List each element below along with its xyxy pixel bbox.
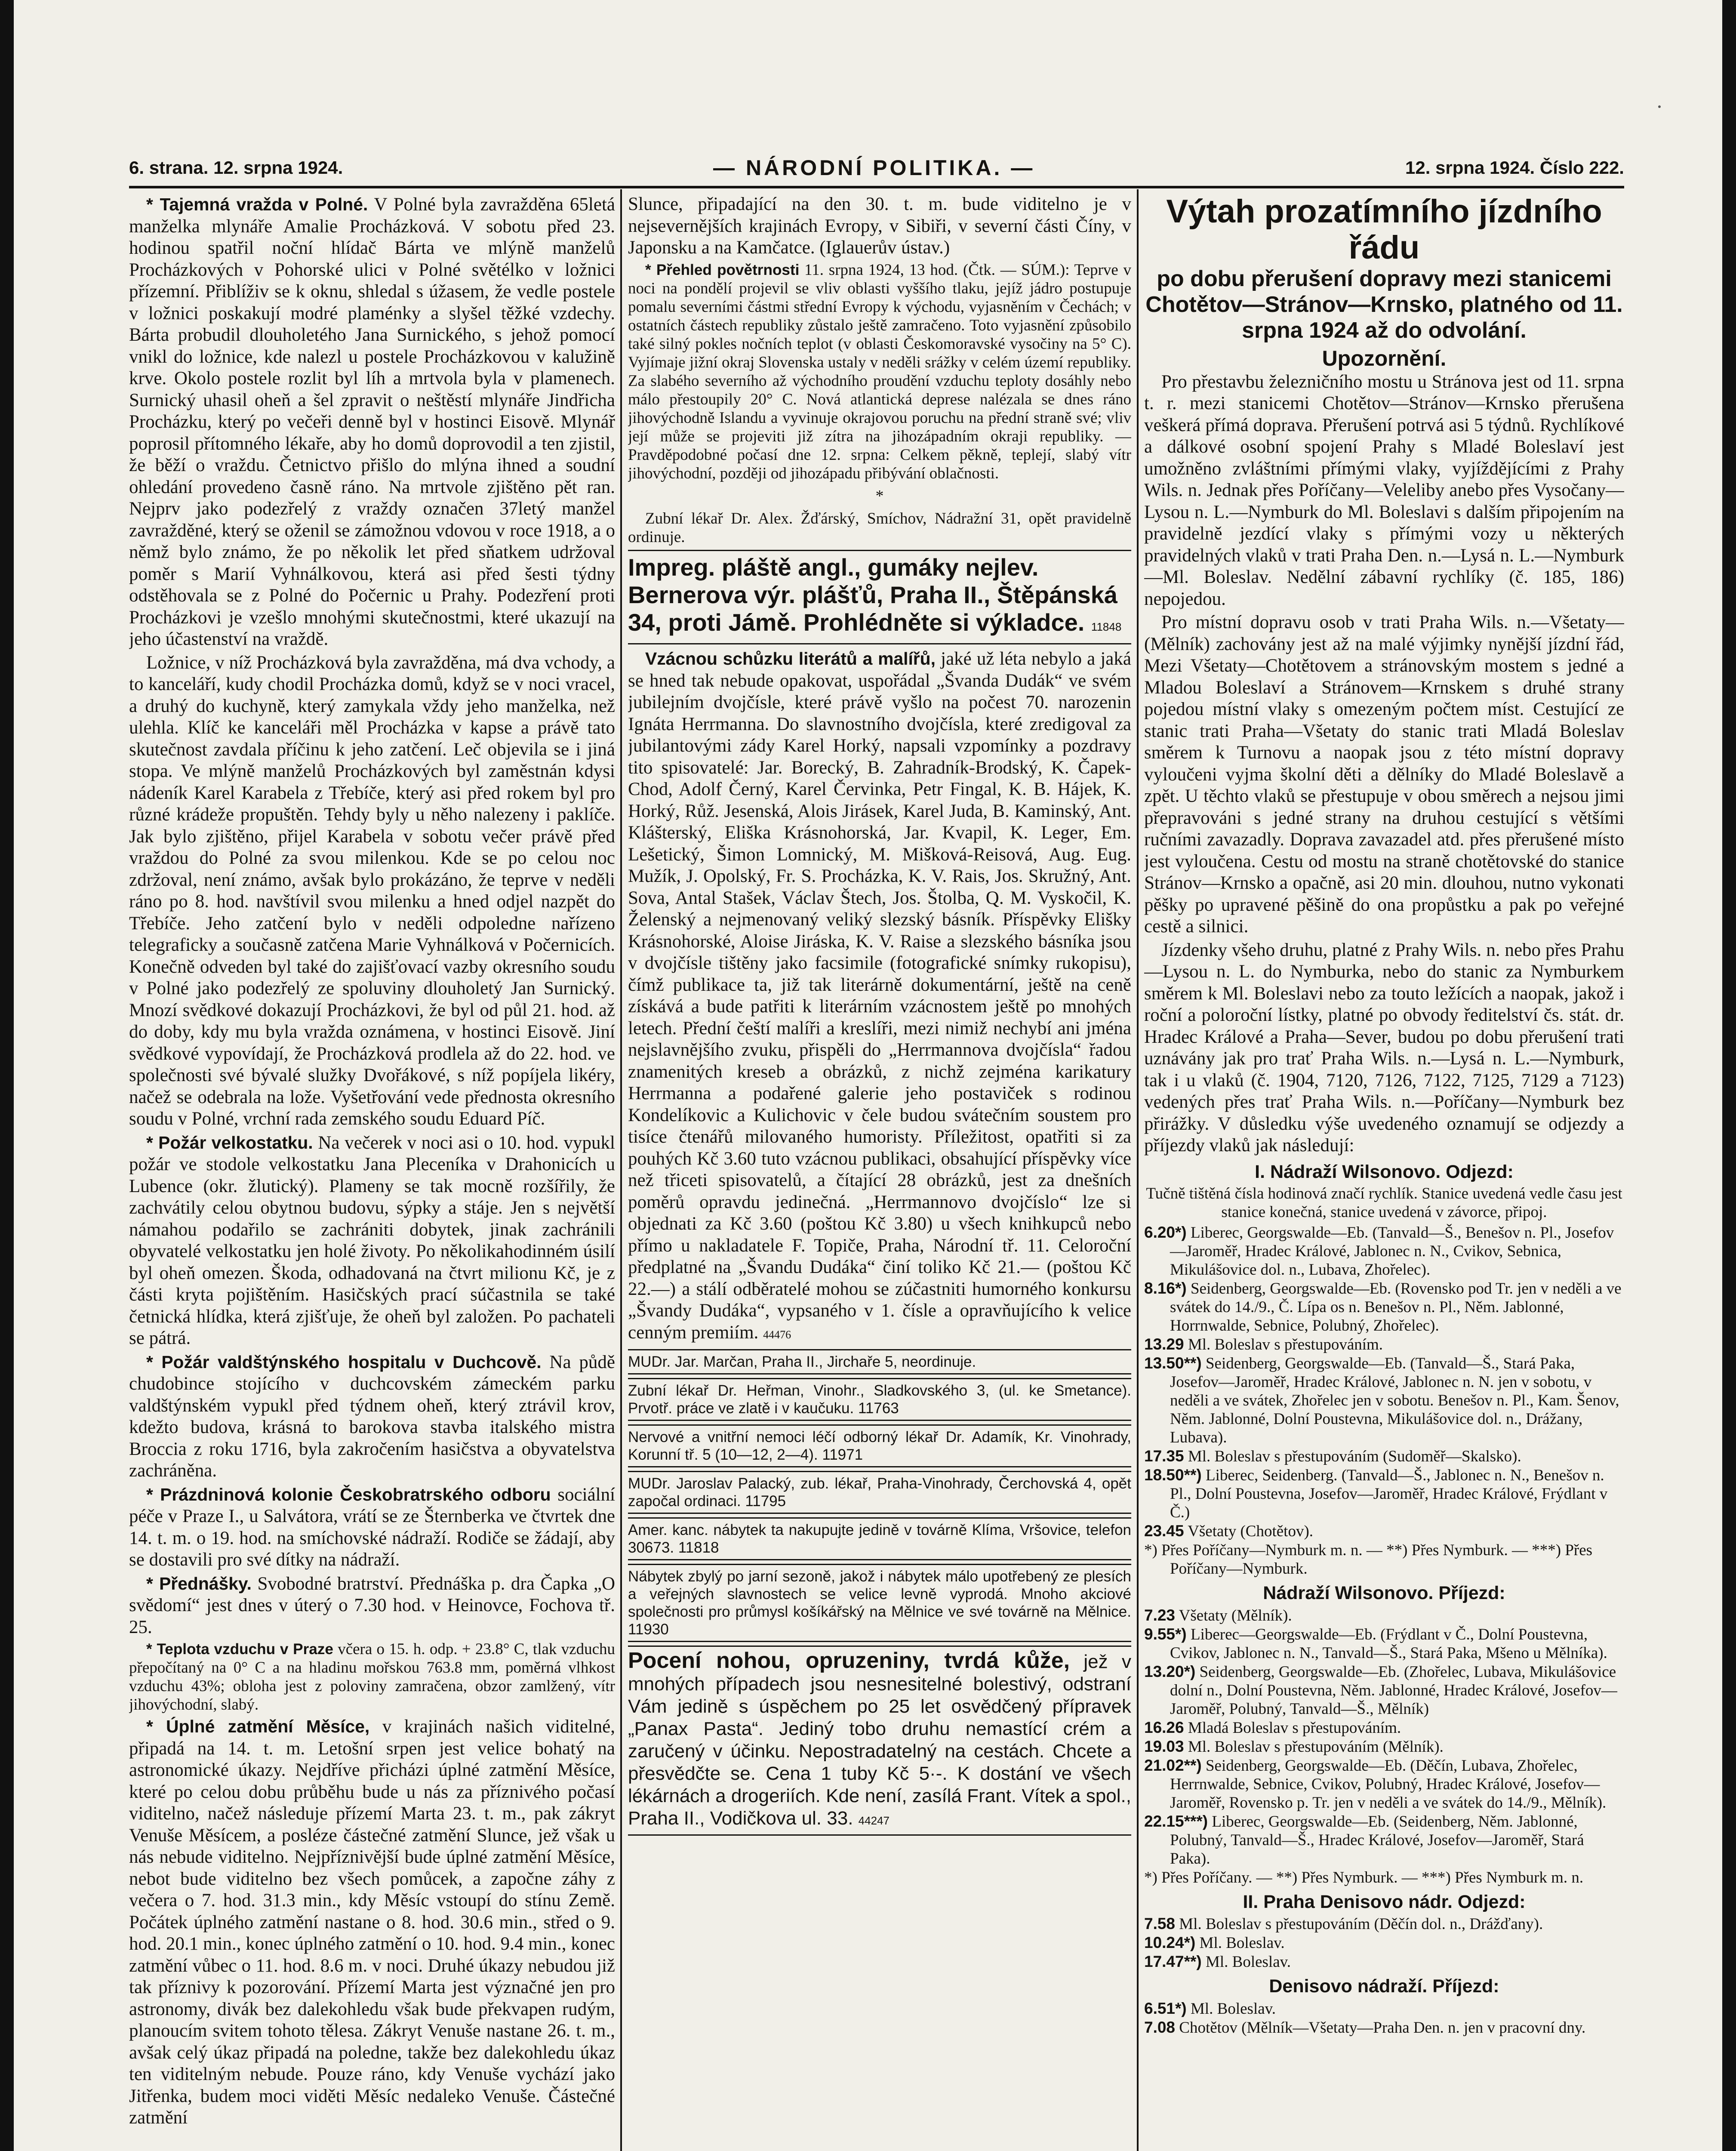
section-wilson-note: Tučně tištěná čísla hodinová značí rychlík. Stanice uvedená vedle času jest stanice konečná, stanice uvedená v závorce, připoj.	[1146, 1185, 1622, 1221]
section-wilson-departures: I. Nádraží Wilsonovo. Odjezd:	[1255, 1161, 1514, 1182]
separator-star: *	[875, 487, 884, 505]
denis-arrivals-list	[1144, 1999, 1624, 2037]
notice-paragraph-3: Jízdenky všeho druhu, platné z Prahy Wils. n. nebo přes Prahu—Lysou n. L. do Nymburka, nebo do stanic za Nymburkem směrem k Ml. Boleslavi nebo za touto ležících a naopak, jakož i roční a poloroční lístky, platné po obvody ředitelství čs. stát. dr. Hradec Králové a Praha—Sever, budou po dobu přerušení trati uznávány jak pro trať Praha Wils. n.—Lysá n. L.—Nymburk, tak i u vlaků (č. 1904, 7120, 7126, 7122, 7125, 7129 a 7123) vedených přes trať Praha Wils. n.—Poříčany—Nymburk bez přirážky. V důsledku výše uvedeného oznamují se odjezdy a příjezdy vlaků jak následují:	[1144, 940, 1624, 1156]
schedule-row: 7.58 Ml. Boleslav s přestupováním (Děčín dol. n., Drážďany).	[1144, 1915, 1543, 1933]
section-denis-departures: II. Praha Denisovo nádr. Odjezd:	[1243, 1891, 1526, 1912]
schedule-row: 7.08 Chotětov (Mělník—Všetaty—Praha Den. n. jen v pracovní dny.	[1144, 2018, 1586, 2037]
schedule-row: 23.45 Všetaty (Chotětov).	[1144, 1522, 1314, 1540]
ad-raincoats: Impreg. pláště angl., gumáky nejlev. Bernerova výr. plášťů, Praha II., Štěpánská 34, proti Jámě. Prohlédněte si výkladce. 11848	[628, 550, 1131, 644]
page-number-date: 6. strana. 12. srpna 1924.	[129, 157, 343, 178]
article-farm-fire: * Požár velkostatku. Na večerek v noci asi o 10. hod. vypukl požár ve stodole velkostatku Jana Pleceníka v Drahonicích u Lubence (okr. žlutický). Plameny se tak mocně rozšířily, že zachvátily celou obytnou budovu, sýpky a stáje. Jen s největší námahou podařilo se zachrániti dobytek, jinak zachránili obyvatelé velkostatku jen holé životy. Po několikahodinném úsilí byl oheň omezen. Škoda, odhadovaná na čtvrt milionu Kč, je z části kryta pojištěním. Hasičských prací súčastnila se také četnická hlídka, která zjišťuje, že oheň byl založen. Po pachateli se pátrá.	[129, 1132, 615, 1348]
schedule-row: 6.20*) Liberec, Georgswalde—Eb. (Tanvald—Š., Benešov n. Pl., Josefov—Jaroměř, Hradec Králové, Jablonec n. N., Cvikov, Sebnica, Mikulášovice dol. n., Lubava, Zhořelec).	[1144, 1223, 1614, 1279]
notice-heading: Upozornění.	[1322, 346, 1447, 370]
article-duchcov-fire: * Požár valdštýnského hospitalu v Duchcově. Na půdě chudobince stojícího v duchcovském zámeckém parku valdštýnském vypukl před týdnem oheň, který ztrávil krov, kdežto budova, krásná to barokova stavba italského mistra Broccia z roku 1716, byla zakročením hasičstva a obyvatelstva zachráněna.	[129, 1352, 615, 1481]
ad-panax-pasta: Pocení nohou, opruzeniny, tvrdá kůže, jež v mnohých případech jsou nesnesitelné bolestivý, odstraní Vám jedině s úspěchem po 25 let osvědčený přípravek „Panax Pasta“. Jediný tobo druhu nemastící crém a zaručený v účinku. Nepostradatelný na cestách. Chcete a přesvědčte se. Cena 1 tuby Kč 5·-. K dostání ve všech lékárnách a drogeriích. Kde není, zasílá Frant. Vítek a spol., Praha II., Vodičkova ul. 33. 44247	[628, 1646, 1131, 1836]
scan-edge-right	[1722, 0, 1736, 2151]
schedule-row: 8.16*) Seidenberg, Georgswalde—Eb. (Rovensko pod Tr. jen v neděli a ve svátek do 14./9., Č. Lípa os n. Benešov n. Pl., Něm. Jablonné, Horrnwalde, Sebnice, Polubný, Zhořelec).	[1144, 1279, 1622, 1334]
article-lectures: * Přednášky. Svobodné bratrství. Přednáška p. dra Čapka „O svědomí“ jest dnes v úterý o 7.30 hod. v Heinovce, Fochova tř. 25.	[129, 1573, 615, 1637]
article-air-temperature: * Teplota vzduchu v Praze včera o 15. h. odp. + 23.8° C, tlak vzduchu přepočítaný na 0° C a na hladinu mořskou 763.8 mm, poměrná vlhkost vzduchu 43%; obloha jest z poloviny zamračena, obzor zamlžený, vítr jihovýchodní, slabý.	[129, 1640, 615, 1713]
scan-speck	[1658, 105, 1661, 108]
wilson-departures-list	[1144, 1223, 1624, 1578]
header-rule	[129, 186, 1624, 188]
schedule-footnote: *) Přes Poříčany—Nymburk m. n. — **) Přes Nymburk. — ***) Přes Poříčany—Nymburk.	[1144, 1541, 1593, 1578]
wilson-arrivals-list	[1144, 1606, 1624, 1887]
article-lunar-eclipse: * Úplné zatmění Měsíce, v krajinách našich viditelné, připadá na 14. t. m. Letošní srpen jest velice bohatý na astronomické úkazy. Nejdříve přicházi úplné zatmění Měsíce, které po celou dobu průběhu bude u nás za příznivého počasí viditelno, načež následuje přízemí Marta 23. t. m., pak zákryt Venuše Měsícem, a posléze částečné zatmění Slunce, jež však u nás nebude viditelno. Nejpříznivější bude úplné zatmění Měsíce, nebot bude viditelno bez všech pomůcek, a započne záhy z večera o 7. hod. 31.3 min., kdy Měsíc vstoupí do stínu Země. Počátek úplného zatmění nastane o 8. hod. 30.6 min., střed o 9. hod. 20.1 min., konec úplného zatmění o 10. hod. 9.4 min., konec zatmění vůbec o 11. hod. 8.6 m. v noci. Druhé úkazy nebudou již tak příznivy k pozorování. Přízemí Marta jest význačné jen pro astronomy, divák bez dalekohledu však bude překvapen rudým, planoucím svitem tohoto tělesa. Zákryt Venuše nastane 26. t. m., avšak celý úkaz připadá na poledne, takže bez dalekohledu úkaz ten viditelným nebude. Pouze ráno, kdy Venuše vychází jako Jitřenka, budem moci viděti Měsíc nedaleko Venuše. Částečné zatmění	[129, 1716, 615, 2128]
section-denis-arrivals: Denisovo nádraží. Příjezd:	[1269, 1976, 1499, 1997]
notice-paragraph-1: Pro přestavbu železničního mostu u Stránova jest od 11. srpna t. r. mezi stanicemi Chotětov—Stránov—Krnsko přerušena veškerá přímá doprava. Přerušení potrvá asi 5 týdnů. Rychlíkové a dálkové osobní spojení Prahy s Mladé Boleslaví jest umožněno zvláštními přímými vlaky, vyjíždějícími z Prahy Wils. n. Jednak přes Poříčany—Veleliby anebo přes Vysočany—Lysou n. L.—Nymburk do Ml. Boleslavi s dalším připojením na pravidelně jezdící vlaky s přímými vozy u některých pravidelných vlaků v trati Praha Den. n.—Lysá n. L.—Nymburk—Ml. Boleslav. Nedělní zábavní rychlíky (č. 185, 186) nepojedou.	[1144, 371, 1624, 609]
masthead: — NÁRODNÍ POLITIKA. —	[713, 156, 1035, 180]
schedule-footnote: *) Přes Poříčany. — **) Přes Nymburk. — ***) Přes Nymburk m. n.	[1144, 1868, 1584, 1886]
notice-dentist-zdarsky: Zubní lékař Dr. Alex. Žďárský, Smíchov, Nádražní 31, opět pravidelně ordinuje.	[628, 510, 1131, 546]
ad-marcan: MUDr. Jar. Marčan, Praha II., Jirchaře 5, neordinuje.	[628, 1349, 1131, 1374]
column-3	[1144, 194, 1624, 2151]
ad-office-furniture: Amer. kanc. nábytek ta nakupujte jedině v továrně Klíma, Vršovice, telefon 30673. 11818	[628, 1517, 1131, 1560]
ad-doctor-adamik: Nervové a vnitřní nemoci léčí odborný lékař Dr. Adamík, Kr. Vinohrady, Korunní tř. 5 (10—12, 2—4). 11971	[628, 1424, 1131, 1467]
notice-paragraph-2: Pro místní dopravu osob v trati Praha Wils. n.—Všetaty—(Mělník) zachovány jest až na malé výjimky nynější jízdní řád, Mezi Všetaty—Chotětovem a stránovským mostem s jedné a Mladou Boleslaví a Stránovem—Krnskem s druhé strany pojedou místní vlaky s omezeným počtem míst. Cestující ze stanic trati Praha—Všetaty do stanic trati Mladá Boleslav směrem k Turnovu a naopak jsou z této místní dopravy vyloučeni vyjma školní děti a dělníky do Mladé Boleslavě a zpět. U těchto vlaků se přestupuje v obou směrech a nejsou jimi přepravováni s jedné strany na druhou cestující s většími ručními zavazadly. Doprava zavazadel atd. přes přerušené místo jest vyloučena. Cestu od mostu na straně chotětovské do stanice Stránov—Krnsko a opačně, asi 20 min. dlouhou, nutno vykonati pěšky po upravené pěšině do ona propůstku a pak po veřejné cestě a silnici.	[1144, 612, 1624, 937]
timetable-title: Výtah prozatímního jízdního řádu	[1166, 194, 1602, 266]
timetable-heading	[1144, 194, 1624, 343]
eclipse-continuation: Slunce, připadající na den 30. t. m. bude viditelno je v nejsevernějších krajinách Evropy, v Sibiři, v severní části Číny, v Japonsku a na Kamčatce. (Iglauerův ústav.)	[628, 194, 1131, 258]
schedule-row: 17.35 Ml. Boleslav s přestupováním (Sudoměř—Skalsko).	[1144, 1447, 1521, 1465]
column-divider-2	[1137, 189, 1139, 2151]
article-polna-murder-cont: Ložnice, v níž Procházková byla zavražděna, má dva vchody, a to kanceláří, kudy chodil Procházka domů, když se v noci vracel, a druhý do kuchyně, který zamykala vždy jeho manželka, než ulehla. Klíč ke kanceláři měl Procházka v kapse a právě tato skutečnost zavdala příčinu k jeho zatčení. Leč objevila se i jiná stopa. Ve mlýně manželů Procházkových byl zaměstnán kdysi nádeník Karel Karabela z Třebíče, který asi před rokem byl pro různé krádeže propuštěn. Tehdy byly u něho nalezeny i paklíče. Jak bylo zjištěno, přijel Karabela v sobotu večer právě před vraždou do Polné za svou milenkou. Kde se po celou noc zdržoval, není známo, avšak bylo prokázáno, že teprve v neděli ráno po 8. hod. navštívil svou milenku a hned odjel nazpět do Třebíče. Jeho zatčení bylo v neděli odpoledne nařízeno telegraficky a současně zatčena Marie Vyhnálková v Počernicích. Konečně odveden byl také do zajišťovací vazby okresního soudu v Polné jako podezřelý ze spoluviny dlouholetý Jan Surnický. Mnozí svědkové dokazují Procházkovi, že byl od půl 21. hod. až do doby, kdy mu byla vražda oznámena, v hostinci Eisově. Jiní svědkové vypovídají, že Procházková prodlela až do 22. hod. ve společnosti své bývalé služky Dvořákové, s níž popíjela likéry, načež se odebrala na lože. Vyšetřování vede přednosta okresního soudu v Polné, vrchní rada zemského soudu Eduard Píč.	[129, 652, 615, 1129]
schedule-row: 6.51*) Ml. Boleslav.	[1144, 1999, 1276, 2018]
timetable-subtitle: po dobu přerušení dopravy mezi stanicemi Chotětov—Stránov—Krnsko, platného od 11. srpna 1924 až do odvolání.	[1145, 266, 1623, 343]
schedule-row: 13.29 Ml. Boleslav s přestupováním.	[1144, 1335, 1383, 1353]
ad-dentist-palacky: MUDr. Jaroslav Palacký, zub. lékař, Praha-Vinohrady, Čerchovská 4, opět započal ordinaci. 11795	[628, 1471, 1131, 1514]
schedule-row: 17.47**) Ml. Boleslav.	[1144, 1953, 1291, 1971]
schedule-row: 18.50**) Liberec, Seidenberg. (Tanvald—Š., Jablonec n. N., Benešov n. Pl., Dolní Poustevna, Josefov—Jaroměř, Hradec Králové, Frýdlant v Č.)	[1144, 1466, 1608, 1521]
schedule-row: 19.03 Ml. Boleslav s přestupováním (Mělník).	[1144, 1737, 1444, 1756]
schedule-row: 13.50**) Seidenberg, Georgswalde—Eb. (Tanvald—Š., Stará Paka, Josefov—Jaroměř, Hradec Králové, Jablonec n. N. jen v sobotu, v neděli a ve svátek, Zhořelec jen v sobotu. Benešov n. Pl., Kam. Šenov, Něm. Jablonné, Dolní Poustevna, Mikulášovice dol. n., Drážany, Lubava).	[1144, 1354, 1619, 1446]
ad-dentist-herman: Zubní lékař Dr. Heřman, Vinohr., Sladkovského 3, (ul. ke Smetance). Prvotř. práce ve zlatě i v kaučuku. 11763	[628, 1378, 1131, 1421]
schedule-row: 7.23 Všetaty (Mělník).	[1144, 1606, 1292, 1624]
section-wilson-arrivals: Nádraží Wilsonovo. Příjezd:	[1263, 1583, 1505, 1603]
article-svanda-dudak: Vzácnou schůzku literátů a malířů, jaké už léta nebylo a jaká se hned tak nebude opakovat, uspořádal „Švanda Dudák“ ve svém jubilejním dvojčísle, které právě vyšlo na počest 70. narozenin Ignáta Herrmanna. Do slavnostního dvojčísla, které zredigoval za jubilantovými zády Karel Horký, napsali vzpomínky a pozdravy tito spisovatelé: Jar. Borecký, B. Zahradník-Brodský, K. Čapek-Chod, Adolf Černý, Karel Červinka, Petr Fingal, K. B. Hájek, K. Horký, Růž. Jesenská, Alois Jirásek, Karel Juda, B. Kaminský, Ant. Klášterský, Eliška Krásnohorská, Jar. Kvapil, K. Leger, Em. Lešetický, Šimon Lomnický, M. Mišková-Reisová, Aug. Eug. Mužík, J. Opolský, Fr. S. Procházka, K. V. Rais, Jos. Skružný, Ant. Sova, Antal Stašek, Václav Štech, Jos. Štolba, Q. M. Vyskočil, K. Želenský a nejmenovaný veliký slezský básník. Příspěvky Elišky Krásnohorské, Aloise Jiráska, K. V. Raise a slezského básníka jsou v dvojčísle tištěny jako facsimile (fotografické snímky rukopisu), čímž publikace ta, již tak literárně dokumentární, ještě na ceně získává a bude patřiti k literárním vzácnostem ještě po mnohých letech. Přední čeští malíři a kreslíři, mezi nimiž nechybí ani jména nejslavnějšího zvuku, přispěli do „Herrmannova dvojčísla“ řadou znamenitých kreseb a obrázků, z nichž zejména karikatury Herrmanna a podařené galerie jeho postaviček s rodinou Kondelíkovic a Kulichovic v čele budou svátečním soustem pro tisíce čtenářů milovaného humoristy. Příležitost, opatřiti si za pouhých Kč 3.60 tuto vzácnou publikaci, obsahující příspěvky více než třiceti spisovatelů, a čítající 28 obrázků, jest za dnešních poměrů opravdu jedinečná. „Herrmannovo dvojčíslo“ lze si objednati za Kč 3.60 (poštou Kč 3.80) u všech knihkupců nebo přímo u nakladatele F. Topiče, Praha, Národní tř. 11. Celoroční předplatné na „Švandu Dudáka“ činí toliko Kč 21.— (poštou Kč 22.—) a stálí odběratelé mohou se zúčastniti humorného konkursu „Švandy Dudáka“, vypsaného v 1. čísle a opravňujícího k velice cenným premiím. 44476	[628, 649, 1131, 1343]
ad-furniture-sale: Nábytek zbylý po jarní sezoně, jakož i nábytek málo upotřebený ze plesích a veřejných slavnostech se velice levně vyprodá. Mnoho akciové společnosti pro průmysl košíkářský na Mělnice ve své továrně na Mělnice. 11930	[628, 1564, 1131, 1642]
article-polna-murder: * Tajemná vražda v Polné. V Polné byla zavražděna 65letá manželka mlynáře Amalie Procházková. V sobotu před 23. hodinou spatřil noční hlídač Bárta ve mlýně manželů Procházkových v Pohorské ulici v Polné světélko v ložnici přízemní. Přiblíživ se k oknu, shledal s úžasem, že vedle postele v ložnici poskakují modré plaménky a slyšel těžké vzdechy. Bárta probudil dlouholetého Jana Surnického, s jehož pomocí vnikl do ložnice, kde nalezl u postele Procházkovou v kalužině krve. Okolo postele rozlit byl líh a mrtvola byla v plamenech. Surnický uhasil oheň a šel zpravit o neštěstí mlynáře Jindřicha Procházku, který po večeři denně byl v hostinci Eisově. Mlynář poprosil přítomného lékaře, aby ho domů doprovodil a ten zjistil, že běží o vraždu. Četnictvo přišlo do mlýna ihned a soudní ohledání provedeno časně ráno. Na mrtvole zjištěno pět ran. Nejprv jako podezřelý z vraždy označen 37letý manžel zavražděné, který se oženil se zámožnou vdovou v roce 1918, a o němž bylo známo, že po několik let před sňatkem udržoval poměr s Marií Vyhnálkovou, která asi před šesti týdny odstěhovala se z Polné do Počernic u Prahy. Podezření proti Procházkovi je vzešlo mnohými skutečnostmi, které ukazují na jeho účastenství na vraždě.	[129, 194, 615, 649]
schedule-row: 21.02**) Seidenberg, Georgswalde—Eb. (Děčín, Lubava, Zhořelec, Herrnwalde, Sebnice, Cvikov, Polubný, Hradec Králové, Josefov—Jaroměř, Rovensko p. Tr. jen v neděli a ve svátek do 14./9., Mělník).	[1144, 1756, 1607, 1812]
scan-edge-left	[0, 0, 14, 2151]
column-divider-1	[620, 189, 622, 2151]
schedule-row: 16.26 Mladá Boleslav s přestupováním.	[1144, 1718, 1401, 1737]
issue-number-date: 12. srpna 1924. Číslo 222.	[1405, 157, 1624, 178]
page-header	[129, 151, 1624, 185]
article-weather-overview: * Přehled povětrnosti 11. srpna 1924, 13 hod. (Čtk. — SÚM.): Teprve v noci na pondělí projevil se vliv oblasti vyššího tlaku, jejíž jádro postupuje pomalu severními částmi střední Evropy k východu, vyjasněním v Čechách; v ostatních částech republiky zůstalo ještě zamračeno. Toto vyjasnění způsobilo také silný pokles nočních teplot (v oblasti Českomoravské vysočiny na 5° C). Vyjímaje jižní okraj Slovenska ustaly v neděli srážky v celém území republiky. Za slabého severního až východního proudění vzduchu teploty dosáhly nebo málo přestoupily 20° C. Nová atlantická deprese nalézala se dnes ráno jihovýchodně Islandu a vyvinuje okrajovou poruchu na přední straně své; vliv její může se projeviti již zítra na jihozápadním okraji republiky. — Pravděpodobné počasí dne 12. srpna: Celkem pěkně, teplejí, slabý vítr jihovýchodní, později od jihozápadu přibývání oblačnosti.	[628, 261, 1131, 482]
schedule-row: 13.20*) Seidenberg, Georgswalde—Eb. (Zhořelec, Lubava, Mikulášovice dolní n., Dolní Poustevna, Něm. Jablonné, Hradec Králové, Josefov—Jaroměř, Polubný, Tanvald—Š., Mělník)	[1144, 1662, 1617, 1718]
column-1	[129, 194, 615, 2151]
schedule-row: 9.55*) Liberec—Georgswalde—Eb. (Frýdlant v Č., Dolní Poustevna, Cvikov, Jablonec n. N., Tanvald—Š., Stará Paka, Mšeno u Mělníka).	[1144, 1625, 1607, 1662]
schedule-row: 22.15***) Liberec, Georgswalde—Eb. (Seidenberg, Něm. Jablonné, Polubný, Tanvald—Š., Hradec Králové, Josefov—Jaroměř, Stará Paka).	[1144, 1812, 1584, 1867]
denis-departures-list	[1144, 1914, 1624, 1971]
column-2	[628, 194, 1131, 2151]
schedule-row: 10.24*) Ml. Boleslav.	[1144, 1934, 1285, 1952]
article-holiday-colony: * Prázdninová kolonie Českobratrského odboru sociální péče v Praze I., u Salvátora, vrátí se ze Šternberka ve čtvrtek dne 14. t. m. o 19. hod. na smíchovské nádraží. Rodiče se žádají, aby se dostavili pro své dítky na nádraží.	[129, 1484, 615, 1570]
